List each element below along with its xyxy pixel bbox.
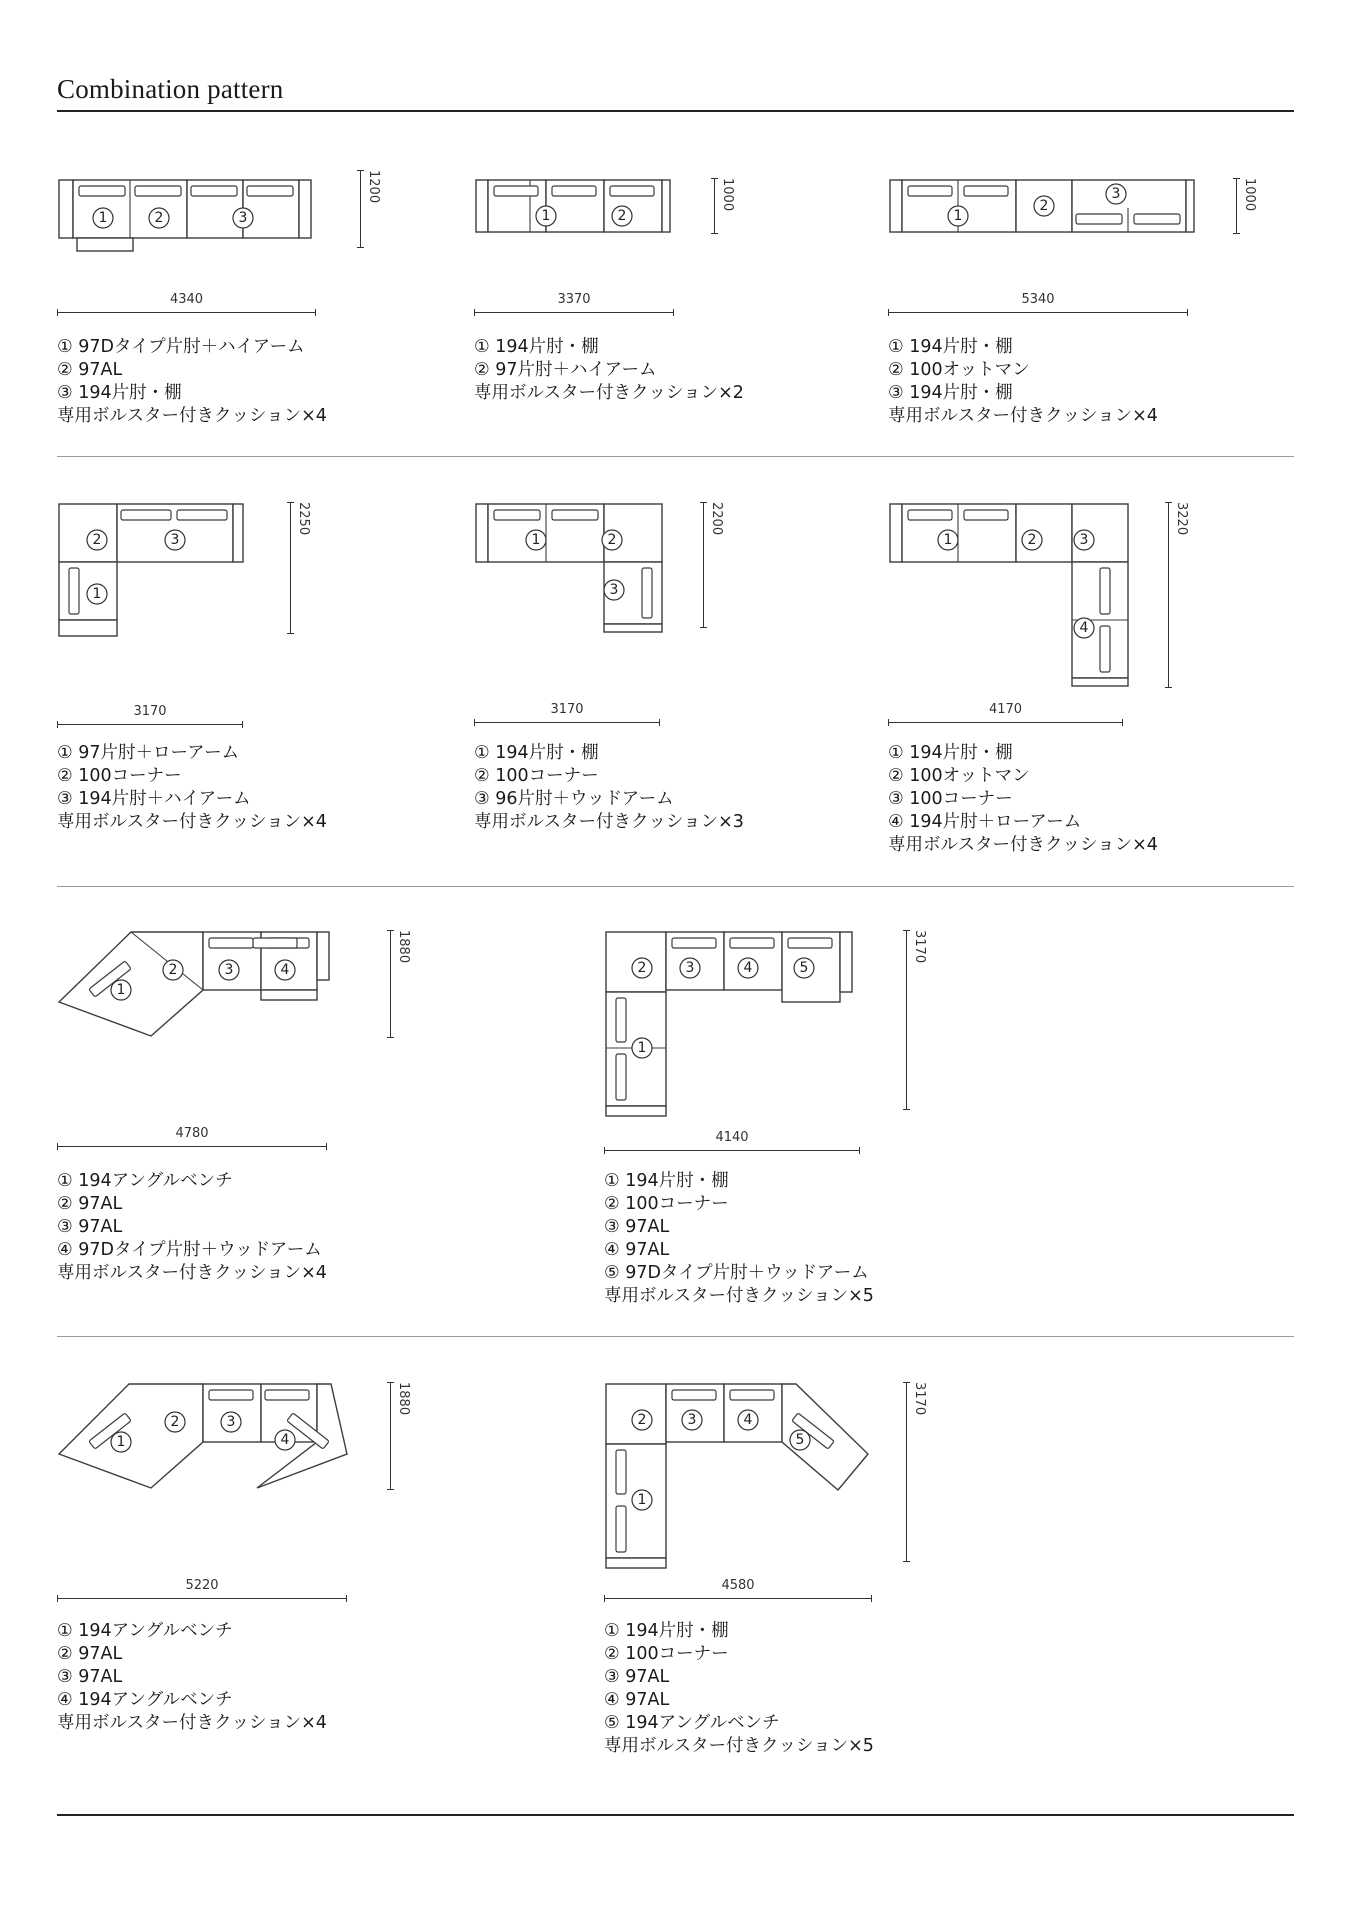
unit-number-2 <box>632 958 652 978</box>
svg-text:2: 2 <box>154 210 164 226</box>
unit-number-3 <box>682 1410 702 1430</box>
pattern-description-2: ① 194片肘・棚 ② 97片肘＋ハイアーム 専用ボルスター付きクッション×2 <box>474 337 744 403</box>
unit-number-2 <box>149 208 169 228</box>
svg-text:5: 5 <box>799 960 809 976</box>
svg-text:4: 4 <box>280 962 290 978</box>
unit-number-1 <box>948 206 968 226</box>
svg-text:1: 1 <box>116 982 126 998</box>
unit-number-1 <box>526 530 546 550</box>
svg-text:3: 3 <box>685 960 695 976</box>
svg-text:2: 2 <box>617 208 627 224</box>
pattern-description-3: ① 194片肘・棚 ② 100オットマン ③ 194片肘・棚 専用ボルスター付きクッション×4 <box>888 337 1158 426</box>
pattern-description-8: ① 194片肘・棚 ② 100コーナー ③ 97AL ④ 97AL ⑤ 97Dタイプ片肘＋ウッドアーム 専用ボルスター付きクッション×5 <box>604 1171 874 1306</box>
svg-text:2: 2 <box>1039 198 1049 214</box>
unit-number-3 <box>1106 184 1126 204</box>
pattern-description-9: ① 194アングルベンチ ② 97AL ③ 97AL ④ 194アングルベンチ 専用ボルスター付きクッション×4 <box>57 1621 327 1733</box>
svg-text:4: 4 <box>743 1412 753 1428</box>
svg-text:4: 4 <box>280 1432 290 1448</box>
unit-number-1 <box>111 1432 131 1452</box>
height-dimension-3: 1000 <box>1236 178 1258 234</box>
svg-text:2: 2 <box>607 532 617 548</box>
unit-number-1 <box>111 980 131 1000</box>
unit-number-1 <box>938 530 958 550</box>
unit-number-2 <box>1022 530 1042 550</box>
unit-number-4 <box>738 1410 758 1430</box>
width-dimension-2: 3370 <box>474 292 674 314</box>
unit-number-3 <box>221 1412 241 1432</box>
unit-number-2 <box>165 1412 185 1432</box>
unit-number-2 <box>632 1410 652 1430</box>
height-dimension-1: 1200 <box>360 170 382 248</box>
footer-rule <box>57 1814 1294 1816</box>
width-dimension-7: 4780 <box>57 1126 327 1148</box>
unit-number-1 <box>87 584 107 604</box>
height-dimension-6: 3220 <box>1168 502 1190 688</box>
sofa-diagram-8 <box>604 930 864 1120</box>
svg-text:4: 4 <box>743 960 753 976</box>
unit-number-3 <box>680 958 700 978</box>
svg-text:3: 3 <box>224 962 234 978</box>
unit-number-2 <box>87 530 107 550</box>
unit-number-4 <box>275 960 295 980</box>
width-dimension-10: 4580 <box>604 1578 872 1600</box>
svg-text:3: 3 <box>170 532 180 548</box>
svg-text:1: 1 <box>943 532 953 548</box>
width-dimension-8: 4140 <box>604 1130 860 1152</box>
unit-number-1 <box>632 1490 652 1510</box>
width-dimension-1: 4340 <box>57 292 316 314</box>
unit-number-3 <box>604 580 624 600</box>
unit-number-1 <box>93 208 113 228</box>
width-dimension-9: 5220 <box>57 1578 347 1600</box>
height-dimension-8: 3170 <box>906 930 928 1110</box>
section-divider-2 <box>57 886 1294 887</box>
page-title: Combination pattern <box>57 74 284 104</box>
width-dimension-6: 4170 <box>888 702 1123 724</box>
unit-number-1 <box>536 206 556 226</box>
unit-number-5 <box>794 958 814 978</box>
svg-text:2: 2 <box>92 532 102 548</box>
svg-text:1: 1 <box>531 532 541 548</box>
sofa-diagram-4 <box>57 502 257 642</box>
pattern-description-5: ① 194片肘・棚 ② 100コーナー ③ 96片肘＋ウッドアーム 専用ボルスター付きクッション×3 <box>474 743 744 832</box>
height-dimension-5: 2200 <box>703 502 725 628</box>
svg-text:1: 1 <box>541 208 551 224</box>
unit-number-3 <box>233 208 253 228</box>
unit-number-4 <box>738 958 758 978</box>
svg-text:2: 2 <box>637 960 647 976</box>
width-dimension-3: 5340 <box>888 292 1188 314</box>
unit-number-2 <box>612 206 632 226</box>
svg-text:2: 2 <box>1027 532 1037 548</box>
svg-text:4: 4 <box>1079 620 1089 636</box>
sofa-diagram-2 <box>474 178 674 238</box>
height-dimension-9: 1880 <box>390 1382 412 1490</box>
svg-text:3: 3 <box>1079 532 1089 548</box>
header-rule <box>57 110 1294 112</box>
svg-text:3: 3 <box>238 210 248 226</box>
svg-text:1: 1 <box>637 1492 647 1508</box>
unit-number-3 <box>219 960 239 980</box>
svg-text:2: 2 <box>168 962 178 978</box>
svg-text:3: 3 <box>609 582 619 598</box>
height-dimension-2: 1000 <box>714 178 736 234</box>
pattern-description-10: ① 194片肘・棚 ② 100コーナー ③ 97AL ④ 97AL ⑤ 194アングルベンチ 専用ボルスター付きクッション×5 <box>604 1621 874 1756</box>
pattern-description-1: ① 97Dタイプ片肘＋ハイアーム ② 97AL ③ 194片肘・棚 専用ボルスター付きクッション×4 <box>57 337 327 426</box>
sofa-diagram-5 <box>474 502 674 642</box>
pattern-description-4: ① 97片肘＋ローアーム ② 100コーナー ③ 194片肘＋ハイアーム 専用ボルスター付きクッション×4 <box>57 743 327 832</box>
width-dimension-4: 3170 <box>57 704 243 726</box>
unit-number-2 <box>1034 196 1054 216</box>
svg-text:1: 1 <box>92 586 102 602</box>
unit-number-3 <box>165 530 185 550</box>
sofa-diagram-10 <box>604 1382 884 1572</box>
svg-text:3: 3 <box>687 1412 697 1428</box>
section-divider-1 <box>57 456 1294 457</box>
unit-number-1 <box>632 1038 652 1058</box>
svg-text:2: 2 <box>170 1414 180 1430</box>
unit-number-5 <box>790 1430 810 1450</box>
unit-number-2 <box>602 530 622 550</box>
sofa-diagram-9 <box>57 1382 357 1492</box>
pattern-description-6: ① 194片肘・棚 ② 100オットマン ③ 100コーナー ④ 194片肘＋ローアーム 専用ボルスター付きクッション×4 <box>888 743 1158 855</box>
svg-text:2: 2 <box>637 1412 647 1428</box>
svg-text:3: 3 <box>1111 186 1121 202</box>
height-dimension-7: 1880 <box>390 930 412 1038</box>
sofa-diagram-7 <box>57 930 337 1050</box>
section-divider-3 <box>57 1336 1294 1337</box>
svg-text:1: 1 <box>953 208 963 224</box>
unit-number-4 <box>1074 618 1094 638</box>
svg-text:1: 1 <box>116 1434 126 1450</box>
svg-text:1: 1 <box>637 1040 647 1056</box>
sofa-diagram-1 <box>57 178 327 253</box>
unit-number-4 <box>275 1430 295 1450</box>
unit-number-2 <box>163 960 183 980</box>
pattern-description-7: ① 194アングルベンチ ② 97AL ③ 97AL ④ 97Dタイプ片肘＋ウッドアーム 専用ボルスター付きクッション×4 <box>57 1171 327 1283</box>
svg-text:3: 3 <box>226 1414 236 1430</box>
sofa-diagram-3 <box>888 178 1198 238</box>
sofa-diagram-6 <box>888 502 1128 692</box>
svg-text:5: 5 <box>795 1432 805 1448</box>
svg-text:1: 1 <box>98 210 108 226</box>
width-dimension-5: 3170 <box>474 702 660 724</box>
unit-number-3 <box>1074 530 1094 550</box>
height-dimension-10: 3170 <box>906 1382 928 1562</box>
height-dimension-4: 2250 <box>290 502 312 634</box>
